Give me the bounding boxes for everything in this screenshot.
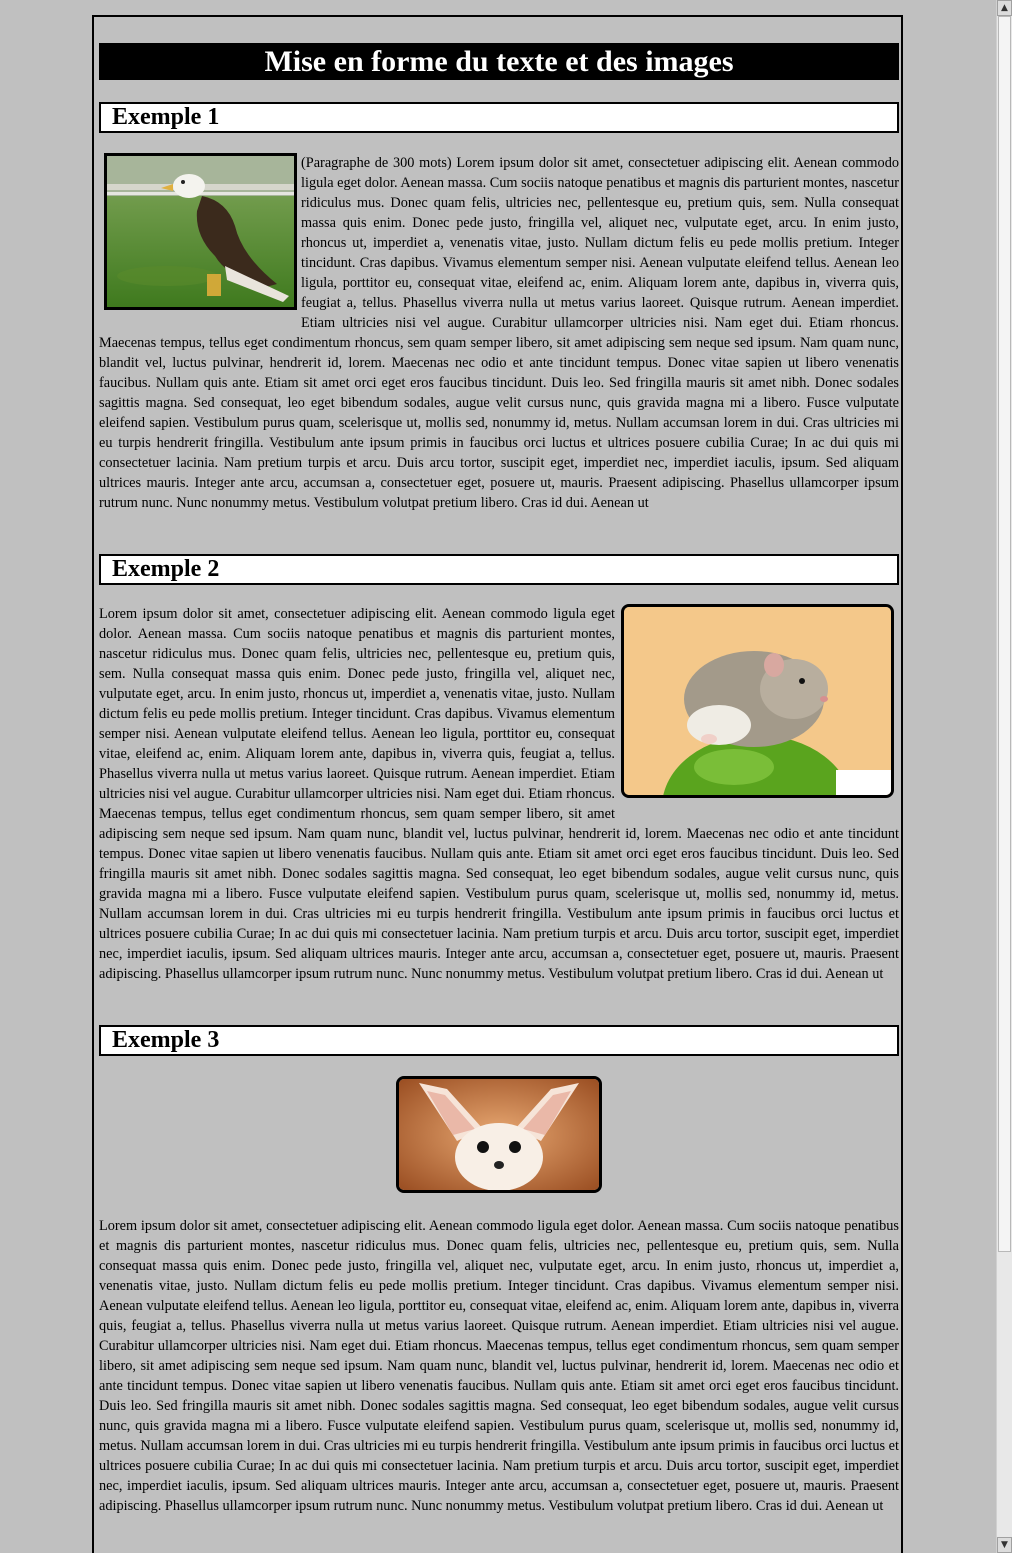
scrollbar-thumb[interactable] [998, 16, 1011, 1252]
fennec-photo-icon [396, 1076, 602, 1193]
section-heading-3: Exemple 3 [99, 1025, 899, 1056]
section-heading-2: Exemple 2 [99, 554, 899, 585]
section-3 [99, 1076, 899, 1516]
section-2-text: Lorem ipsum dolor sit amet, consectetuer adipiscing elit. Aenean commodo ligula eget dolor. Aenean massa. Cum sociis natoque penatibus et magnis dis parturient montes, nascetur ridiculus mus. Donec quam felis, ultricies nec, pellentesque eu, pretium quis, sem. Nulla consequat massa quis enim. Donec pede justo, fringilla vel, aliquet nec, vulputate eget, arcu. In enim justo, rhoncus ut, imperdiet a, venenatis vitae, justo. Nullam dictum felis eu pede mollis pretium. Integer tincidunt. Cras dapibus. Vivamus elementum semper nisi. Aenean vulputate eleifend tellus. Aenean leo ligula, porttitor eu, consequat vitae, eleifend ac, enim. Aliquam lorem ante, dapibus in, viverra quis, feugiat a, tellus. Phasellus viverra nulla ut metus varius laoreet. Quisque rutrum. Aenean imperdiet. Etiam ultricies nisi vel augue. Curabitur ullamcorper ultricies nisi. Nam eget dui. Etiam rhoncus. Maecenas tempus, tellus eget condimentum rhoncus, sem quam semper libero, sit amet adipiscing sem neque sed ipsum. Nam quam nunc, blandit vel, luctus pulvinar, hendrerit id, lorem. Maecenas nec odio et ante tincidunt tempus. Donec vitae sapien ut libero venenatis faucibus. Nullam quis ante. Etiam sit amet orci eget eros faucibus tincidunt. Duis leo. Sed fringilla mauris sit amet nibh. Donec sodales sagittis magna. Sed consequat, leo eget bibendum sodales, augue velit cursus nunc, quis gravida magna mi a libero. Fusce vulputate eleifend sapien. Vestibulum purus quam, scelerisque ut, mollis sed, nonummy id, metus. Nullam accumsan lorem in dui. Cras ultricies mi eu turpis hendrerit fringilla. Vestibulum ante ipsum primis in faucibus orci luctus et ultrices posuere cubilia Curae; In ac dui quis mi consectetuer lacinia. Nam pretium turpis et arcu. Duis arcu tortor, suscipit eget, imperdiet nec, imperdiet iaculis, ipsum. Sed aliquam ultrices mauris. Integer ante arcu, accumsan a, consectetuer eget, posuere ut, mauris. Praesent adipiscing. Phasellus ullamcorper ipsum rutrum nunc. Nunc nonummy metus. Vestibulum volutpat pretium libero. Cras id dui. Aenean ut [99, 606, 899, 982]
section-1 [99, 153, 899, 513]
page-title: Mise en forme du texte et des images [99, 43, 899, 80]
arrow-down-icon[interactable]: ▼ [997, 1537, 1012, 1553]
page-container [92, 15, 903, 1553]
arrow-up-icon[interactable]: ▲ [997, 0, 1012, 16]
vertical-scrollbar[interactable] [996, 0, 1012, 1553]
section-1-text: (Paragraphe de 300 mots) Lorem ipsum dolor sit amet, consectetuer adipiscing elit. Aenean commodo ligula eget dolor. Aenean massa. Cum sociis natoque penatibus et magnis dis parturient montes, nascetur ridiculus mus. Donec quam felis, ultricies nec, pellentesque eu, pretium quis, sem. Nulla consequat massa quis enim. Donec pede justo, fringilla vel, aliquet nec, vulputate eget, arcu. In enim justo, rhoncus ut, imperdiet a, venenatis vitae, justo. Nullam dictum felis eu pede mollis pretium. Integer tincidunt. Cras dapibus. Vivamus elementum semper nisi. Aenean vulputate eleifend tellus. Aenean leo ligula, porttitor eu, consequat vitae, eleifend ac, enim. Aliquam lorem ante, dapibus in, viverra quis, feugiat a, tellus. Phasellus viverra nulla ut metus varius laoreet. Quisque rutrum. Aenean imperdiet. Etiam ultricies nisi vel augue. Curabitur ullamcorper ultricies nisi. Nam eget dui. Etiam rhoncus. Maecenas tempus, tellus eget condimentum rhoncus, sem quam semper libero, sit amet adipiscing sem neque sed ipsum. Nam quam nunc, blandit vel, luctus pulvinar, hendrerit id, lorem. Maecenas nec odio et ante tincidunt tempus. Donec vitae sapien ut libero venenatis faucibus. Nullam quis ante. Etiam sit amet orci eget eros faucibus tincidunt. Duis leo. Sed fringilla mauris sit amet nibh. Donec sodales sagittis magna. Sed consequat, leo eget bibendum sodales, augue velit cursus nunc, quis gravida magna mi a libero. Fusce vulputate eleifend sapien. Vestibulum purus quam, scelerisque ut, mollis sed, nonummy id, metus. Nullam accumsan lorem in dui. Cras ultricies mi eu turpis hendrerit fringilla. Vestibulum ante ipsum primis in faucibus orci luctus et ultrices posuere cubilia Curae; In ac dui quis mi consectetuer lacinia. Nam pretium turpis et arcu. Duis arcu tortor, suscipit eget, imperdiet nec, imperdiet iaculis, ipsum. Sed aliquam ultrices mauris. Integer ante arcu, accumsan a, consectetuer eget, posuere ut, mauris. Praesent adipiscing. Phasellus ullamcorper ipsum rutrum nunc. Nunc nonummy metus. Vestibulum volutpat pretium libero. Cras id dui. Aenean ut [99, 155, 899, 511]
section-2 [99, 604, 899, 984]
section-3-text: Lorem ipsum dolor sit amet, consectetuer adipiscing elit. Aenean commodo ligula eget dolor. Aenean massa. Cum sociis natoque penatibus et magnis dis parturient montes, nascetur ridiculus mus. Donec quam felis, ultricies nec, pellentesque eu, pretium quis, sem. Nulla consequat massa quis enim. Donec pede justo, fringilla vel, aliquet nec, vulputate eget, arcu. In enim justo, rhoncus ut, imperdiet a, venenatis vitae, justo. Nullam dictum felis eu pede mollis pretium. Integer tincidunt. Cras dapibus. Vivamus elementum semper nisi. Aenean vulputate eleifend tellus. Aenean leo ligula, porttitor eu, consequat vitae, eleifend ac, enim. Aliquam lorem ante, dapibus in, viverra quis, feugiat a, tellus. Phasellus viverra nulla ut metus varius laoreet. Quisque rutrum. Aenean imperdiet. Etiam ultricies nisi vel augue. Curabitur ullamcorper ultricies nisi. Nam eget dui. Etiam rhoncus. Maecenas tempus, tellus eget condimentum rhoncus, sem quam semper libero, sit amet adipiscing sem neque sed ipsum. Nam quam nunc, blandit vel, luctus pulvinar, hendrerit id, lorem. Maecenas nec odio et ante tincidunt tempus. Donec vitae sapien ut libero venenatis faucibus. Nullam quis ante. Etiam sit amet orci eget eros faucibus tincidunt. Duis leo. Sed fringilla mauris sit amet nibh. Donec sodales sagittis magna. Sed consequat, leo eget bibendum sodales, augue velit cursus nunc, quis gravida magna mi a libero. Fusce vulputate eleifend sapien. Vestibulum purus quam, scelerisque ut, mollis sed, nonummy id, metus. Nullam accumsan lorem in dui. Cras ultricies mi eu turpis hendrerit fringilla. Vestibulum ante ipsum primis in faucibus orci luctus et ultrices posuere cubilia Curae; In ac dui quis mi consectetuer lacinia. Nam pretium turpis et arcu. Duis arcu tortor, suscipit eget, imperdiet nec, imperdiet iaculis, ipsum. Sed aliquam ultrices mauris. Integer ante arcu, accumsan a, consectetuer eget, posuere ut, mauris. Praesent adipiscing. Phasellus ullamcorper ipsum rutrum nunc. Nunc nonummy metus. Vestibulum volutpat pretium libero. Cras id dui. Aenean ut [99, 1218, 899, 1514]
image-wrap [99, 1076, 899, 1216]
eagle-photo-icon [104, 153, 297, 310]
section-heading-1: Exemple 1 [99, 102, 899, 133]
hamster-photo-icon [621, 604, 894, 798]
